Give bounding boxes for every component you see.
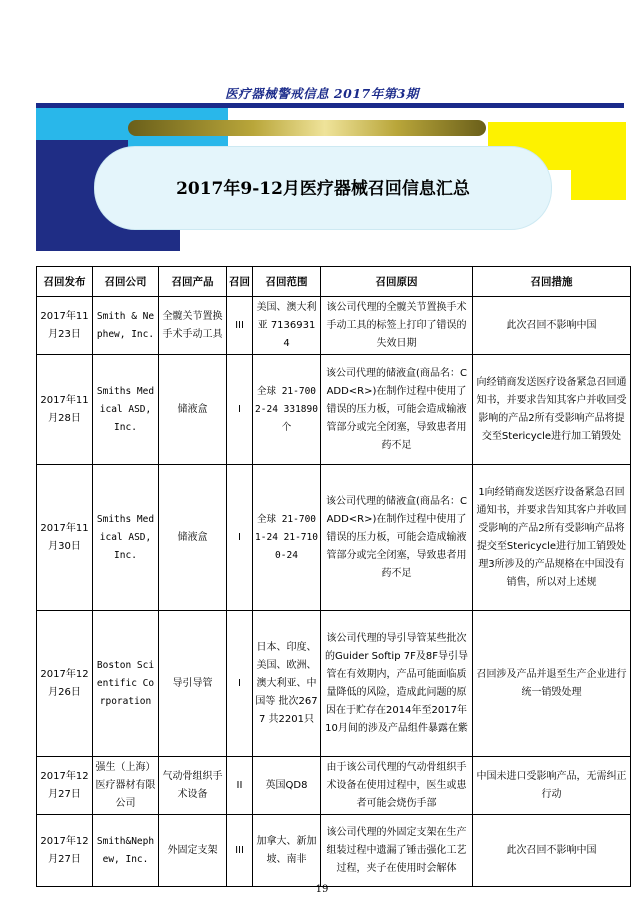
- table-header-row: [37, 267, 631, 297]
- cell-reason: 该公司代理的导引导管某些批次的Guider Softip 7F及8F导引导管在有效期内，产品可能面临质量降低的风险，造成此问题的原因在于贮存在2014年至2017年10月间的涉及产品组件暴露在紫: [321, 611, 473, 757]
- table-row: [37, 611, 631, 757]
- column-header-reason: 召回原因: [321, 267, 473, 297]
- cell-product: 储液盒: [159, 465, 227, 611]
- cell-product: 气动骨组织手术设备: [159, 757, 227, 815]
- banner-block-yellow-small: [571, 170, 626, 200]
- cell-reason: 该公司代理的储液盒(商品名：CADD<R>)在制作过程中使用了错误的压力板，可能会造成输液管部分或完全闭塞，导致患者用药不足: [321, 355, 473, 465]
- page-title: 2017年9-12月医疗器械召回信息汇总: [176, 179, 470, 199]
- cell-reason: 由于该公司代理的气动骨组织手术设备在使用过程中，医生或患者可能会烧伤手部: [321, 757, 473, 815]
- cell-scope: 日本、印度、美国、欧洲、澳大利亚、中国等 批次2677 共2201只: [253, 611, 321, 757]
- page-number: 19: [315, 884, 329, 895]
- cell-action: 召回涉及产品并退至生产企业进行统一销毁处理: [473, 611, 631, 757]
- cell-class: I: [227, 465, 253, 611]
- cell-class: III: [227, 297, 253, 355]
- cell-class: III: [227, 815, 253, 887]
- cell-date: 2017年12月27日: [37, 815, 93, 887]
- cell-scope: 全球 21-7001-24 21-7100-24: [253, 465, 321, 611]
- cell-reason: 该公司代理的储液盒(商品名：CADD<R>)在制作过程中使用了错误的压力板，可能会造成输液管部分或完全闭塞，导致患者用药不足: [321, 465, 473, 611]
- cell-action: 中国未进口受影响产品，无需纠正行动: [473, 757, 631, 815]
- cell-class: I: [227, 611, 253, 757]
- table-row: [37, 297, 631, 355]
- cell-company: Smith & Nephew, Inc.: [93, 297, 159, 355]
- cell-scope: 美国、澳大利亚 71369314: [253, 297, 321, 355]
- cell-company: Smiths Medical ASD, Inc.: [93, 355, 159, 465]
- cell-action: 向经销商发送医疗设备紧急召回通知书，并要求告知其客户并收回受影响的产品2所有受影响产品将提交至Stericycle进行加工销毁处: [473, 355, 631, 465]
- column-header-company: 召回公司: [93, 267, 159, 297]
- cell-scope: 全球 21-7002-24 331890个: [253, 355, 321, 465]
- column-header-class: 召回: [227, 267, 253, 297]
- cell-product: 导引导管: [159, 611, 227, 757]
- title-banner: [36, 108, 626, 251]
- table-row: [37, 465, 631, 611]
- table-row: [37, 815, 631, 887]
- cell-reason: 该公司代理的外固定支架在生产组装过程中遗漏了锤击强化工艺过程，夹子在使用时会解体: [321, 815, 473, 887]
- running-header: 医疗器械警戒信息 2017年第3期: [225, 86, 419, 101]
- cell-date: 2017年12月26日: [37, 611, 93, 757]
- cell-company: 强生（上海）医疗器材有限公司: [93, 757, 159, 815]
- table-row: [37, 757, 631, 815]
- cell-date: 2017年11月30日: [37, 465, 93, 611]
- column-header-product: 召回产品: [159, 267, 227, 297]
- cell-action: 此次召回不影响中国: [473, 815, 631, 887]
- cell-action: 1向经销商发送医疗设备紧急召回通知书，并要求告知其客户并收回受影响的产品2所有受影响产品将提交至Stericycle进行加工销毁处理3所涉及的产品规格在中国没有销售，所以对上述规: [473, 465, 631, 611]
- column-header-action: 召回措施: [473, 267, 631, 297]
- cell-product: 全髋关节置换手术手动工具: [159, 297, 227, 355]
- column-header-date: 召回发布: [37, 267, 93, 297]
- column-header-scope: 召回范围: [253, 267, 321, 297]
- table-row: [37, 355, 631, 465]
- cell-scope: 加拿大、新加坡、南非: [253, 815, 321, 887]
- cell-product: 外固定支架: [159, 815, 227, 887]
- cell-date: 2017年12月27日: [37, 757, 93, 815]
- cell-company: Smith&Nephew, Inc.: [93, 815, 159, 887]
- cell-class: I: [227, 355, 253, 465]
- cell-date: 2017年11月23日: [37, 297, 93, 355]
- cell-class: II: [227, 757, 253, 815]
- recall-table: [36, 266, 631, 887]
- cell-scope: 英国QD8: [253, 757, 321, 815]
- cell-company: Boston Scientific Corporation: [93, 611, 159, 757]
- cell-date: 2017年11月28日: [37, 355, 93, 465]
- cell-product: 储液盒: [159, 355, 227, 465]
- cell-company: Smiths Medical ASD, Inc.: [93, 465, 159, 611]
- cell-reason: 该公司代理的全髋关节置换手术手动工具的标签上打印了错误的失效日期: [321, 297, 473, 355]
- banner-gold-bar: [128, 120, 486, 136]
- cell-action: 此次召回不影响中国: [473, 297, 631, 355]
